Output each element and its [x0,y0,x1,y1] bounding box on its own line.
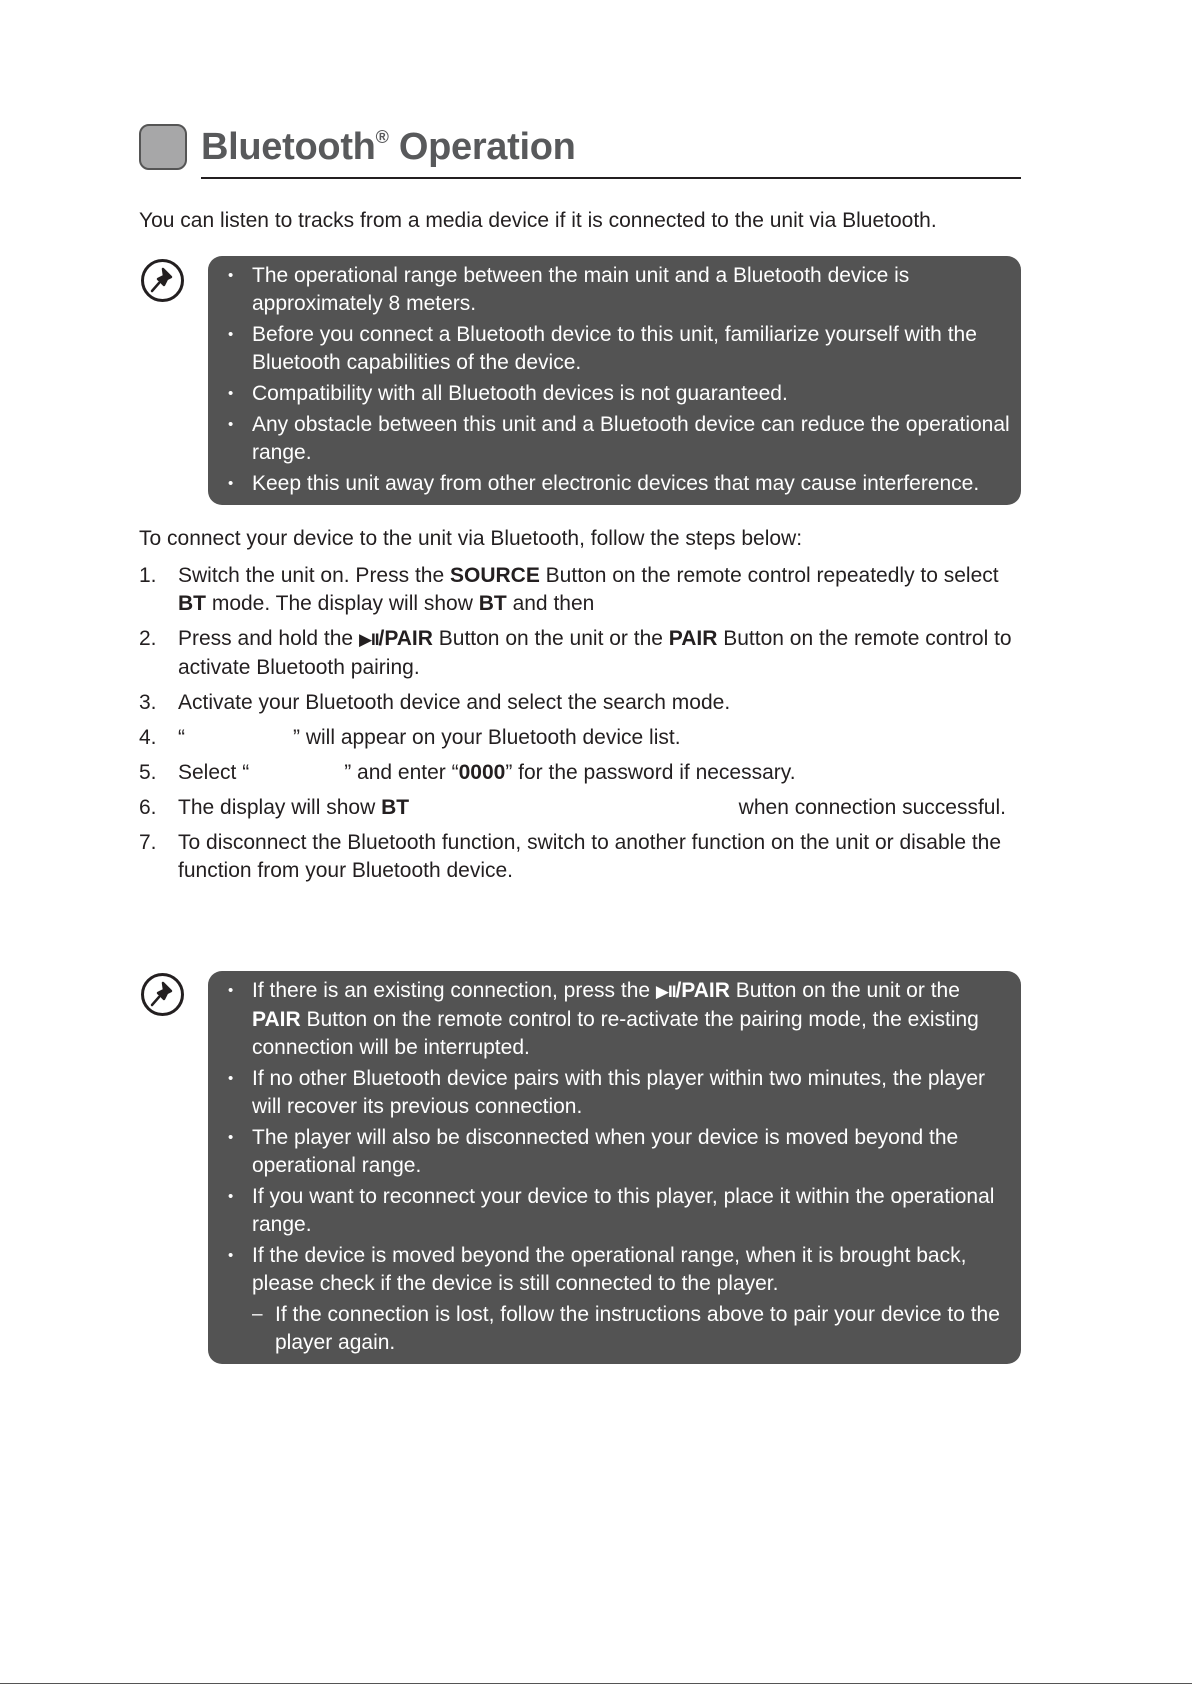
step-number: 3. [139,691,157,714]
note-text: Button on the unit or the [729,979,960,1002]
step-text: Select “ [178,761,250,784]
step-1 [139,562,1029,618]
play-pause-icon: ▶II [655,982,676,1001]
step-text: Button on the remote control repeatedly to select [539,564,999,587]
note-item: • If no other Bluetooth device pairs with this player within two minutes, the player will recover its previous connection. [220,1065,1011,1121]
step-text: when connection successful. [738,796,1006,819]
title-text: Bluetooth [201,126,376,168]
footer-rule [0,1683,1192,1684]
note-item: • Before you connect a Bluetooth device to this unit, familiarize yourself with the Bluetooth capabilities of the device. [220,321,1011,377]
bt-display-label: BT [381,796,410,819]
play-pause-icon: ▶II [358,630,379,649]
note-text: Button on the remote control to re-activate the pairing mode, the existing connection will be interrupted. [252,1008,979,1059]
password-value: 0000 [458,761,506,784]
intro-text: You can listen to tracks from a media device if it is connected to the unit via Bluetooth. [139,209,937,232]
step-text: The display will show [178,796,382,819]
step-6 [139,794,1029,822]
step-number: 4. [139,726,157,749]
note-subitem: – If the connection is lost, follow the instructions above to pair your device to the player again. [220,1301,1011,1357]
step-text: ” and enter “ [344,761,459,784]
step-text: Button on the unit or the [432,627,669,650]
step-number: 6. [139,796,157,819]
note-item: • If you want to reconnect your device to this player, place it within the operational range. [220,1183,1011,1239]
note-item [220,977,1011,1062]
steps-intro: To connect your device to the unit via Bluetooth, follow the steps below: [139,527,803,550]
step-number: 5. [139,761,157,784]
remote-pair-label: PAIR [668,627,718,650]
step-text: ” for the password if necessary. [505,761,796,784]
note-item: • The operational range between the main unit and a Bluetooth device is approximately 8 meters. [220,262,1011,318]
note-text: If there is an existing connection, press the [252,979,656,1002]
title-rule [201,177,1021,179]
section-marker [139,124,187,170]
page-title [201,119,576,175]
pair-button-label: /PAIR [675,979,730,1002]
step-text: “ [178,726,185,749]
steps-list [139,562,1029,892]
step-number: 2. [139,627,157,650]
note-box-reconnect [208,971,1021,1364]
step-text: Press and hold the [178,627,359,650]
step-number: 1. [139,564,157,587]
remote-pair-label: PAIR [252,1008,301,1031]
step-2 [139,625,1029,682]
source-button-label: SOURCE [449,564,540,587]
step-text: Activate your Bluetooth device and select the search mode. [178,691,731,714]
note-item: • Any obstacle between this unit and a Bluetooth device can reduce the operational range. [220,411,1011,467]
note-item: • Keep this unit away from other electronic devices that may cause interference. [220,470,1011,498]
note-box-range [208,256,1021,505]
pin-icon [140,972,185,1017]
step-7 [139,829,1029,885]
registered-mark: ® [375,127,389,147]
note-list [220,262,1011,498]
title-suffix: Operation [388,126,576,168]
pair-button-label: /PAIR [378,627,433,650]
step-text: mode. The display will show [206,592,479,615]
step-text: To disconnect the Bluetooth function, switch to another function on the unit or disable the function from your Bluetooth device. [178,831,1002,882]
step-number: 7. [139,831,157,854]
bt-mode-label: BT [178,592,206,615]
note-list [220,977,1011,1357]
pin-icon [140,258,185,303]
step-text: ” will appear on your Bluetooth device list. [293,726,681,749]
note-item: • The player will also be disconnected when your device is moved beyond the operational range. [220,1124,1011,1180]
step-3 [139,689,1029,717]
step-5 [139,759,1029,787]
bt-display-label: BT [478,592,507,615]
step-4 [139,724,1029,752]
step-text: Button on the remote control to activate Bluetooth pairing. [178,627,1012,679]
note-item: • Compatibility with all Bluetooth devices is not guaranteed. [220,380,1011,408]
step-text: and then [506,592,595,615]
note-item: • If the device is moved beyond the operational range, when it is brought back, please check if the device is still connected to the player. [220,1242,1011,1298]
step-text: Switch the unit on. Press the [178,564,450,587]
